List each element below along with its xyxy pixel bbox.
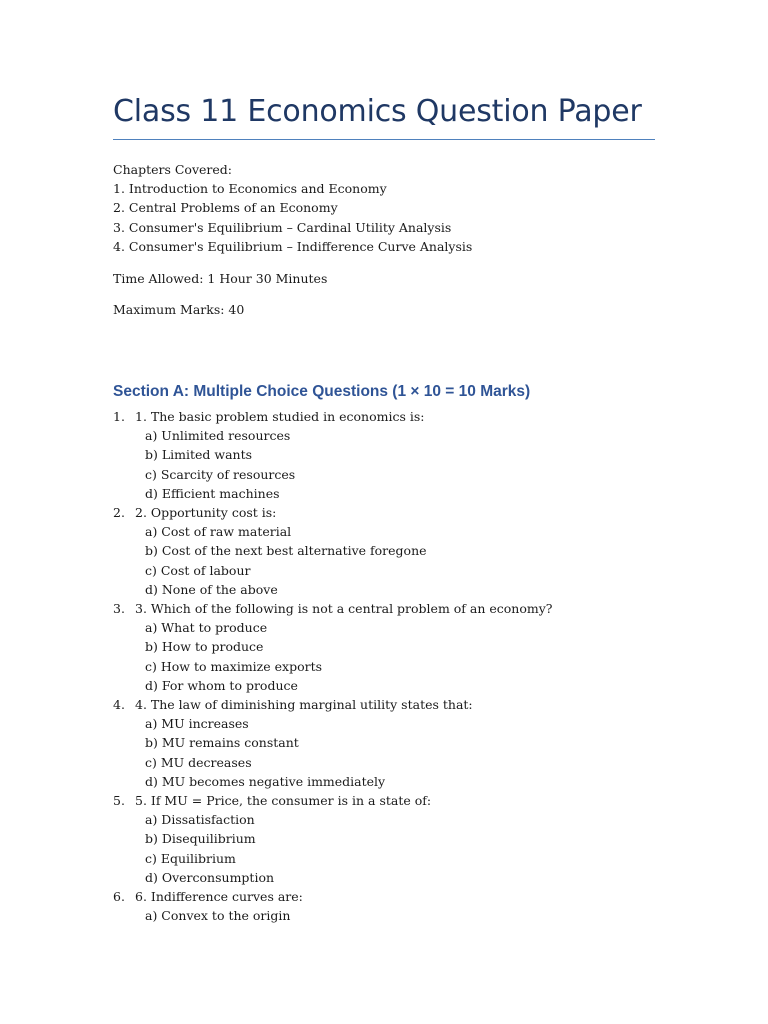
answer-option: a) Cost of raw material (145, 524, 292, 540)
chapters-heading: Chapters Covered: (113, 162, 232, 177)
answer-option: c) How to maximize exports (145, 658, 323, 674)
question-number: 3. (113, 601, 125, 617)
question-text: 5. If MU = Price, the consumer is in a state of: (135, 793, 432, 809)
question-text: 3. Which of the following is not a central problem of an economy? (135, 601, 553, 617)
chapter-item: 4. Consumer's Equilibrium – Indifference Curve Analysis (113, 238, 473, 254)
question-row (113, 503, 553, 522)
answer-option: d) Overconsumption (145, 869, 275, 885)
time-allowed: Time Allowed: 1 Hour 30 Minutes (113, 270, 328, 286)
paper-details (113, 160, 472, 319)
answer-option: a) MU increases (145, 716, 249, 732)
question-number: 2. (113, 505, 125, 521)
question-number: 4. (113, 697, 125, 713)
question-text: 1. The basic problem studied in economics is: (135, 409, 425, 424)
answer-option: b) Limited wants (145, 447, 253, 463)
question-item (113, 791, 553, 887)
question-item (113, 503, 553, 599)
question-number: 1. (113, 409, 125, 424)
answer-option: a) Unlimited resources (145, 428, 291, 444)
chapter-item: 1. Introduction to Economics and Economy (113, 181, 387, 197)
question-number: 6. (113, 889, 125, 905)
answer-option: d) Efficient machines (145, 485, 280, 501)
document-title: Class 11 Economics Question Paper (113, 94, 642, 129)
answer-option: d) For whom to produce (145, 677, 298, 693)
section-a-heading: Section A: Multiple Choice Questions (1 × 10 = 10 Marks) (113, 383, 531, 400)
question-text: 2. Opportunity cost is: (135, 505, 277, 521)
question-row (113, 695, 553, 714)
answer-option: d) MU becomes negative immediately (145, 773, 386, 789)
title-underline (113, 139, 655, 140)
answer-option: c) Cost of labour (145, 562, 251, 578)
answer-option: c) MU decreases (145, 754, 252, 770)
answer-option: a) Dissatisfaction (145, 812, 255, 828)
answer-option: b) Disequilibrium (145, 831, 256, 847)
answer-option: c) Scarcity of resources (145, 466, 296, 482)
answer-option: a) What to produce (145, 620, 268, 636)
question-row (113, 791, 553, 810)
answer-option: c) Equilibrium (145, 850, 236, 866)
chapter-item: 3. Consumer's Equilibrium – Cardinal Utility Analysis (113, 219, 452, 235)
question-text: 6. Indifference curves are: (135, 889, 303, 905)
question-item (113, 887, 553, 925)
maximum-marks: Maximum Marks: 40 (113, 302, 245, 318)
answer-option: b) How to produce (145, 639, 264, 655)
answer-option: b) MU remains constant (145, 735, 299, 751)
question-list (113, 407, 553, 925)
answer-option: b) Cost of the next best alternative foregone (145, 543, 427, 559)
chapter-item: 2. Central Problems of an Economy (113, 200, 338, 216)
question-text: 4. The law of diminishing marginal utility states that: (135, 697, 473, 713)
question-item (113, 407, 553, 503)
question-item (113, 695, 553, 791)
answer-option: a) Convex to the origin (145, 908, 291, 924)
question-row (113, 887, 553, 906)
question-row (113, 407, 553, 426)
question-item (113, 599, 553, 695)
question-number: 5. (113, 793, 125, 809)
answer-option: d) None of the above (145, 581, 278, 597)
question-row (113, 599, 553, 618)
